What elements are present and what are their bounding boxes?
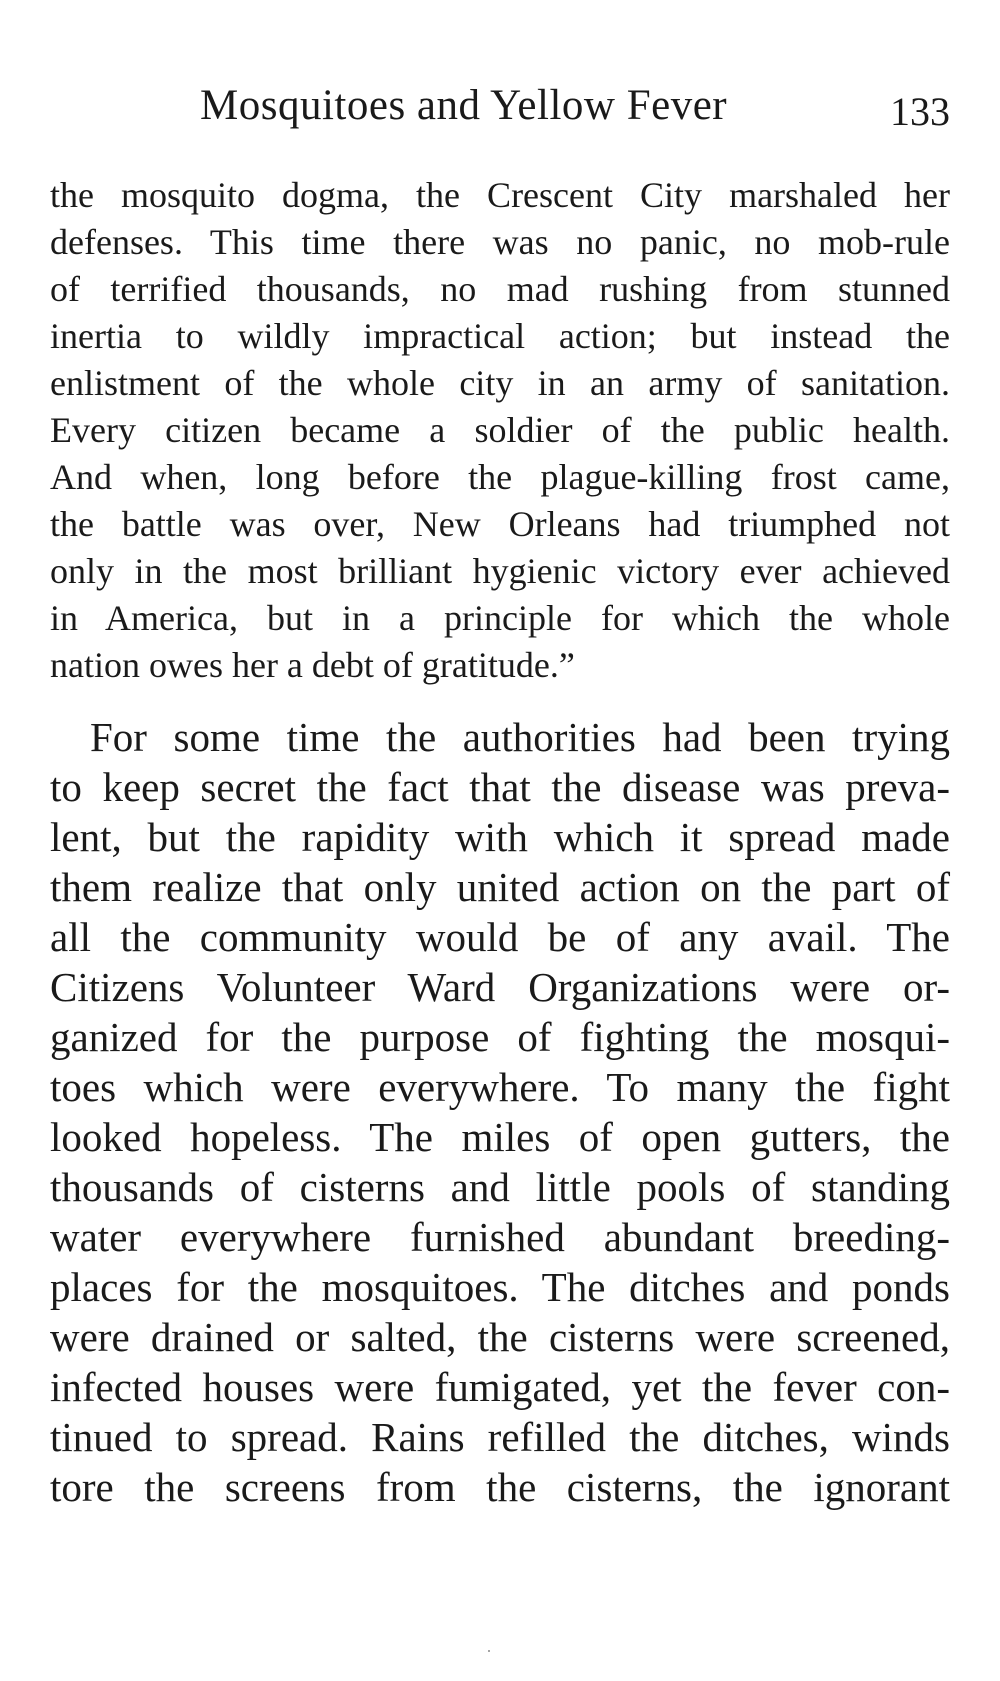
text-line: them realize that only united action on the part of xyxy=(50,864,950,910)
quoted-passage xyxy=(50,172,950,689)
text-line: only in the most brilliant hygienic victory ever achieved xyxy=(50,551,950,591)
text-line: tinued to spread. Rains refilled the ditches, winds xyxy=(50,1414,950,1460)
text-line: defenses. This time there was no panic, no mob-rule xyxy=(50,222,950,262)
text-line: inertia to wildly impractical action; but instead the xyxy=(50,316,950,356)
text-line: enlistment of the whole city in an army of sanitation. xyxy=(50,363,950,403)
text-line: toes which were everywhere. To many the fight xyxy=(50,1064,950,1110)
print-speck xyxy=(488,1650,490,1652)
text-line: in America, but in a principle for which the whole xyxy=(50,598,950,638)
text-line: water everywhere furnished abundant breeding- xyxy=(50,1214,950,1260)
page-number: 133 xyxy=(890,89,950,134)
text-line: For some time the authorities had been trying xyxy=(90,714,950,760)
text-line: Every citizen became a soldier of the public health. xyxy=(50,410,950,450)
text-line: tore the screens from the cisterns, the ignorant xyxy=(50,1464,950,1510)
body-paragraph xyxy=(50,712,950,1512)
text-line: ganized for the purpose of fighting the mosqui- xyxy=(50,1014,950,1060)
text-line: of terrified thousands, no mad rushing from stunned xyxy=(50,269,950,309)
text-line: infected houses were fumigated, yet the fever con- xyxy=(50,1364,950,1410)
text-line: were drained or salted, the cisterns were screened, xyxy=(50,1314,950,1360)
text-line: looked hopeless. The miles of open gutters, the xyxy=(50,1114,950,1160)
text-line: And when, long before the plague-killing frost came, xyxy=(50,457,950,497)
text-line: thousands of cisterns and little pools of standing xyxy=(50,1164,950,1210)
text-line: Citizens Volunteer Ward Organizations were or- xyxy=(50,964,950,1010)
running-head xyxy=(0,78,1000,138)
text-line: to keep secret the fact that the disease was preva- xyxy=(50,764,950,810)
text-line: the battle was over, New Orleans had triumphed not xyxy=(50,504,950,544)
text-line: the mosquito dogma, the Crescent City marshaled her xyxy=(50,175,950,215)
text-line: lent, but the rapidity with which it spread made xyxy=(50,814,950,860)
text-line: places for the mosquitoes. The ditches and ponds xyxy=(50,1264,950,1310)
text-line: nation owes her a debt of gratitude.” xyxy=(50,645,575,685)
running-title: Mosquitoes and Yellow Fever xyxy=(200,82,728,129)
text-line: all the community would be of any avail. The xyxy=(50,914,950,960)
